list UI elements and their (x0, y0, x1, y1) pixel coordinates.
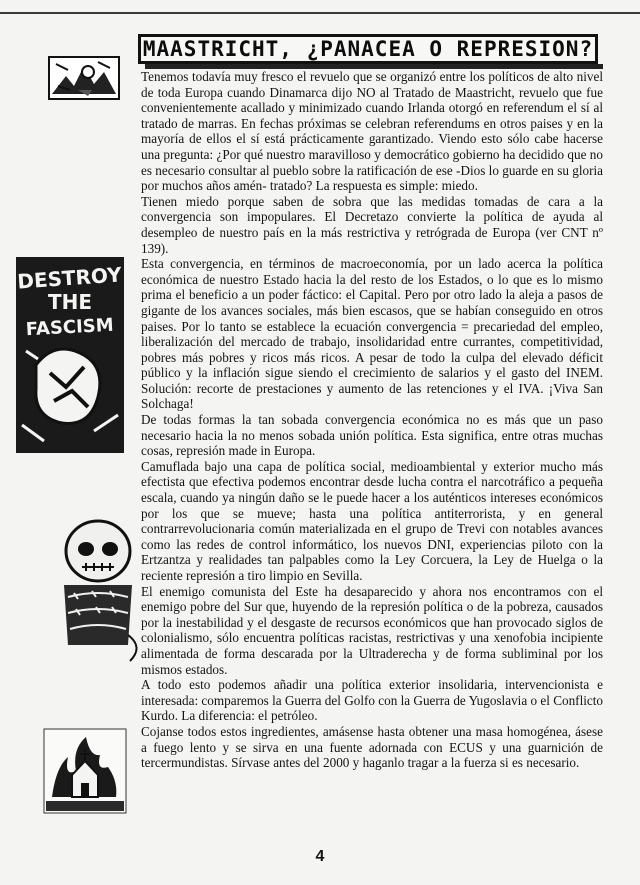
poster-line-1: DESTROY (16, 262, 123, 294)
burning-church-illustration (42, 727, 128, 815)
paragraph: Tienen miedo porque saben de sobra que las medidas tomadas de cara a la convergencia son impopulares. El Decretazo convierte la política de ayuda al desempleo de nuestro país en la más restrictiva y retrógrada de Europa (ver CNT nº 139). (141, 193, 603, 256)
page-number: 4 (315, 848, 325, 865)
poster-line-2: THE (47, 290, 93, 314)
poster-line-3: FASCISM (25, 314, 115, 341)
paragraph: El enemigo comunista del Este ha desaparecido y ahora nos encontramos con el enemigo pobre del Sur que, huyendo de la represión política o de la pobreza, causados por la inestabilidad y el desgaste de recursos económicos que han provocado siglos de colonialismo, sólo encuentra políticas racistas, restrictivas y una xenofobia incipiente alimentada de forma descarada por la Ultraderecha y de forma subliminal por los mismos estados. (141, 583, 603, 677)
skull-barbed-wire-illustration (58, 515, 138, 665)
paragraph: A todo esto podemos añadir una política exterior insolidaria, intervencionista e interesada: comparemos la Guerra del Golfo con la Guerra de Yugoslavia o el Conflicto Kurdo. La diferencia: el petróleo. (141, 677, 604, 724)
paragraph: Tenemos todavía muy fresco el revuelo que se organizó entre los políticos de alto nivel de toda Europa cuando Dinamarca dijo NO al Tratado de Maastricht, revuelo que fue convenientemente acallado y minimizado cuando Irlanda otorgó en referendum el sí al tratado de marras. En fechas próximas se celebran referendums en otros paises y en la mayoría de ellos el sí está prácticamente garantizado. Viendo esto sólo cabe hacerse una pregunta: ¿Por qué nuestro maravilloso y democrático gobierno ha decidido que no es necesario consultar al pueblo sobre la ratificación de ese -Dios lo guarde en su gloria por muchos años amén- tratado? La respuesta es simple: miedo. (141, 69, 603, 194)
paragraph: Camuflada bajo una capa de política social, medioambiental y exterior mucho más efectista que efectiva podemos encontrar desde lucha contra el narcotráfico a pequeña escala, cuando ya ningún daño se le puede hacer a los auténticos intereses económicos por los que se mueve; hasta una política antiterrorista, y en general contrarrevolucionaria común materializada en el grupo de Trevi con notables avances como las redes de control informático, los nuevos DNI, experiencias piloto con la Ertzantza y realidades tan palpables como la Ley Corcuera, la Ley de Huelga o la reciente represión a tiro limpio en Sevilla. (141, 458, 603, 583)
destroy-fascism-poster (14, 255, 126, 455)
paragraph: Cojanse todos estos ingredientes, amásense hasta obtener una masa homogénea, ásese a fuego lento y se sirva en una fuente adornada con ECUS y una guarnición de tercermundistas. Sírvase antes del 2000 y haganlo tragar a la fuerza si es necesario. (141, 723, 603, 771)
article-title: MAASTRICHT, ¿PANACEA O REPRESION? (138, 34, 598, 64)
paragraph: Esta convergencia, en términos de macroeconomía, por un lado acerca la política económica de nuestro Estado hacia la del resto de los Estados, o lo que es lo mismo prima el beneficio a un poder fáctico: el Capital. Pero por otro lado la aleja a pasos de gigante de los avances sociales, más bien escasos, que se habían conseguido en otros paises. Por lo tanto se establece la ecuación convergencia = precariedad del empleo, liberalización del mercado de trabajo, insolidaridad entre currantes, competitividad, pobres más pobres y ricos más ricos. A pesar de todo la culpa del elevado déficit público y la inflación sigue siendo el crecimiento de salarios y el gasto del INEM. Solución: recorte de prestaciones y aumento de las retenciones y el IVA. ¡Viva San Solchaga! (141, 256, 603, 412)
comic-cartoon-illustration (48, 56, 120, 100)
article-body (141, 69, 603, 771)
top-rule (0, 12, 640, 14)
paragraph: De todas formas la tan sobada convergencia económica no es más que un paso necesario hacia la no menos sobada unión política. Esta significa, entre otras muchas cosas, represión made in Europa. (141, 412, 603, 459)
